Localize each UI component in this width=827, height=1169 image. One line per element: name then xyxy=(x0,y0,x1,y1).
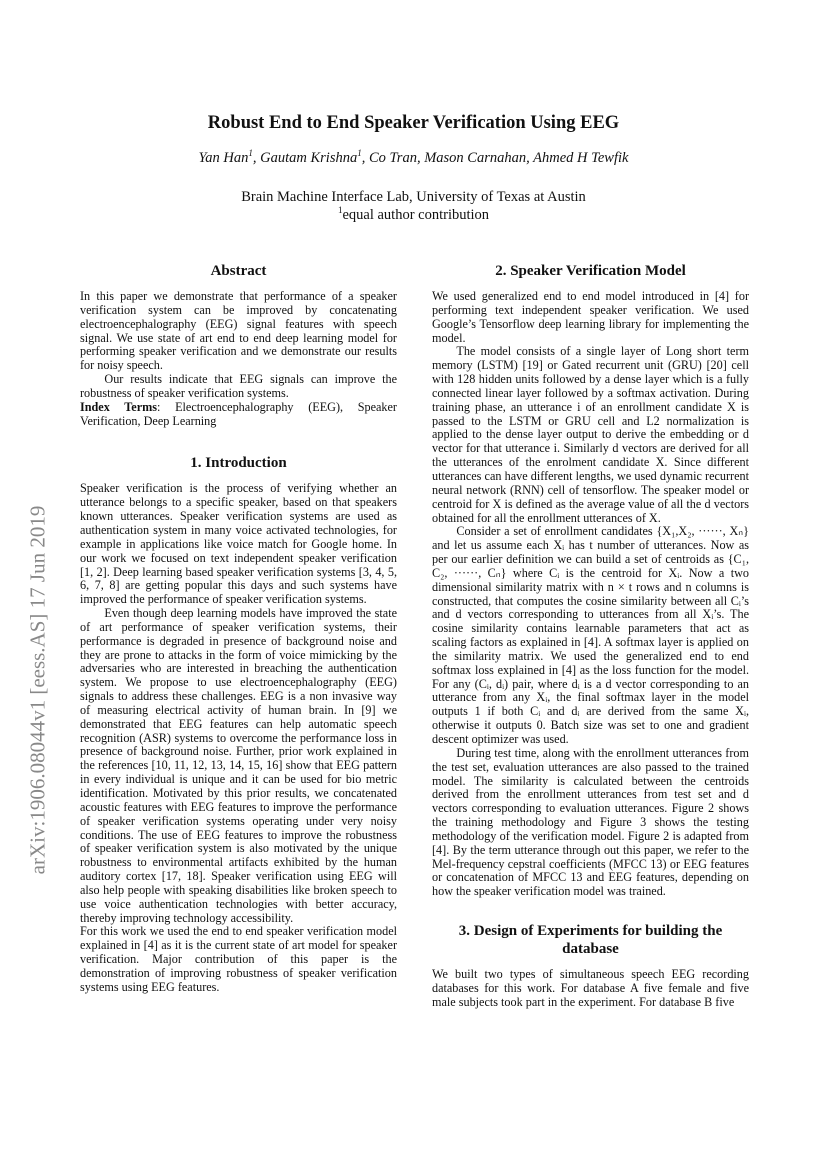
author: Gautam Krishna xyxy=(260,150,358,166)
author: Co Tran xyxy=(368,150,417,166)
abstract-paragraph: In this paper we demonstrate that performance of a speaker verification system can be improved by concatenating electroencephalography (EEG) signal features with speech signal. We use state of art end to end deep learning model for performing speaker verification and we demonstrate our results for noisy speech. xyxy=(80,289,397,373)
affiliation: Brain Machine Interface Lab, University of Texas at Austin xyxy=(241,189,586,205)
section-heading-model: 2. Speaker Verification Model xyxy=(495,263,686,279)
paragraph: During test time, along with the enrollment utterances from the test set, evaluation utterances are also passed to the trained model. The similarity is calculated between the centroids derived from the enrollment utterances from test set and d vectors corresponding to evaluation utterances. Figure 2 shows the training methodology and Figure 3 shows the testing methodology of the verification model. Figure 2 is adapted from [4]. By the term utterance through out this paper, we refer to the Mel-frequency cepstral coefficients (MFCC 13) or EEG features or concatenation of MFCC 13 and EEG features, depending on how the speaker verification model was trained. xyxy=(432,745,749,899)
paragraph: Even though deep learning models have improved the state of art performance of speaker verification systems, their performance is degraded in presence of background noise and they are prone to attacks in the form of voice mimicking by the adversaries who are interested in breaching the authentication system. We propose to use electroencephalography (EEG) signals to address these challenges. EEG is a non invasive way of measuring electrical activity of human brain. In [9] we demonstrated that EEG features can help automatic speech recognition (ASR) systems to overcome the performance loss in presence of background noise. Further, prior work explained in the references [10, 11, 12, 13, 14, 15, 16] show that EEG pattern in every individual is unique and it can be used for bio metric identification. Motivated by this prior results, we concatenated acoustic features with EEG features to improve the performance of speaker verification systems operating under very noisy conditions. The use of EEG features to improve the robustness of speaker verification system is also motivated by the unique robustness to environmental artifacts exhibited by the human auditory cortex [17, 18]. Speaker verification using EEG will also help people with speaking disabilities like broken speech to use voice authentication technologies with better accuracy, thereby improving technology accessibility. xyxy=(80,606,397,925)
author: Yan Han xyxy=(198,150,249,166)
author-mark: 1 xyxy=(248,148,253,158)
author-list: Yan Han$^1$, Gautam Krishna$^1$, Co Tran, Mason Carnahan, Ahmed H Tewfik xyxy=(198,148,629,166)
paragraph: We used generalized end to end model introduced in [4] for performing text independent speaker verification. We used Google’s Tensorflow deep learning library for implementing the model. xyxy=(432,289,749,345)
author: Ahmed H Tewfik xyxy=(533,150,629,166)
right-column xyxy=(432,262,749,1010)
left-column xyxy=(80,262,397,995)
paper-title: Robust End to End Speaker Verification Using EEG xyxy=(207,113,620,133)
index-terms: Index Terms: Electroencephalography (EEG), Speaker Verification, Deep Learning xyxy=(80,399,397,428)
affiliation-block xyxy=(0,188,827,224)
paragraph: For this work we used the end to end speaker verification model explained in [4] as it is the current state of art model for speaker verification. Major contribution of this paper is the demonstration of improving robustness of speaker verification systems using EEG features. xyxy=(80,924,397,994)
paragraph: The model consists of a single layer of Long short term memory (LSTM) [19] or Gated recurrent unit (GRU) [20] cell with 128 hidden units followed by a dense layer which is a fully connected linear layer followed by a softmax activation. During training phase, an utterance i of an enrollment candidate X is passed to the LSTM or GRU cell and L2 normalization is applied to the dense layer output to derive the embedding or d vector for that utterance i. Similarly d vectors are derived for all the utterances of the enrolment candidate X. Since different utterances can have different lengths, we used dynamic recurrent neural network (RNN) cell of tensorflow. The speaker model or centroid for X is defined as the average value of all the d vectors obtained for all the enrollment utterances of X. xyxy=(432,344,749,525)
note-mark: 1 xyxy=(337,205,343,215)
section-heading-experiments: 3. Design of Experiments for building the database xyxy=(458,923,723,958)
equal-contribution-note: $^1$equal author contribution xyxy=(337,205,490,223)
arxiv-identifier: arXiv:1906.08044v1 [eess.AS] 17 Jun 2019 xyxy=(25,505,50,875)
paragraph: Consider a set of enrollment candidates {X₁,X₂, ······, Xₙ} and let us assume each Xᵢ has t number of utterances. Now as per our earlier definition we can build a set of centroids as {C₁, C₂, ······, Cₙ} where Cᵢ is the centroid for Xᵢ. Now a two dimensional similarity matrix with n × t rows and n columns is constructed, that computes the cosine similarity between all Cᵢ’s and d vectors corresponding to utterances from all Xᵢ’s. The cosine similarity contains learnable parameters that act as scaling factors as explained in [4]. A softmax layer is applied on the similarity matrix. We used the generalized end to end softmax loss explained in [4] as the loss function for the model. For any (Cᵢ, dᵢ) pair, where dᵢ is a d vector corresponding to an utterance from any Xᵢ, the final softmax layer in the model outputs 1 if both Cᵢ and dᵢ are derived from the same Xᵢ, otherwise it outputs 0. Batch size was set to one and gradient descent optimizer was used. xyxy=(432,524,749,746)
paragraph: Speaker verification is the process of verifying whether an utterance belongs to a specific speaker, based on that speakers known utterances. Speaker verification systems are used as authentication system in many voice activated technologies, for example in applications like voice match for Google home. In our work we focused on text independent speaker verification [1, 2]. Deep learning based speaker verification systems [3, 4, 5, 6, 7, 8] are getting popular this days and such systems have improved the performance of speaker verification systems. xyxy=(80,481,397,607)
author-mark: 1 xyxy=(357,148,362,158)
section-heading-introduction: 1. Introduction xyxy=(190,455,287,472)
author: Mason Carnahan xyxy=(424,150,527,166)
abstract-paragraph: Our results indicate that EEG signals can improve the robustness of speaker verification systems. xyxy=(80,372,397,400)
abstract-heading: Abstract xyxy=(210,263,267,279)
paragraph: We built two types of simultaneous speech EEG recording databases for this work. For database A five female and five male subjects took part in the experiment. For database B five xyxy=(432,967,749,1009)
